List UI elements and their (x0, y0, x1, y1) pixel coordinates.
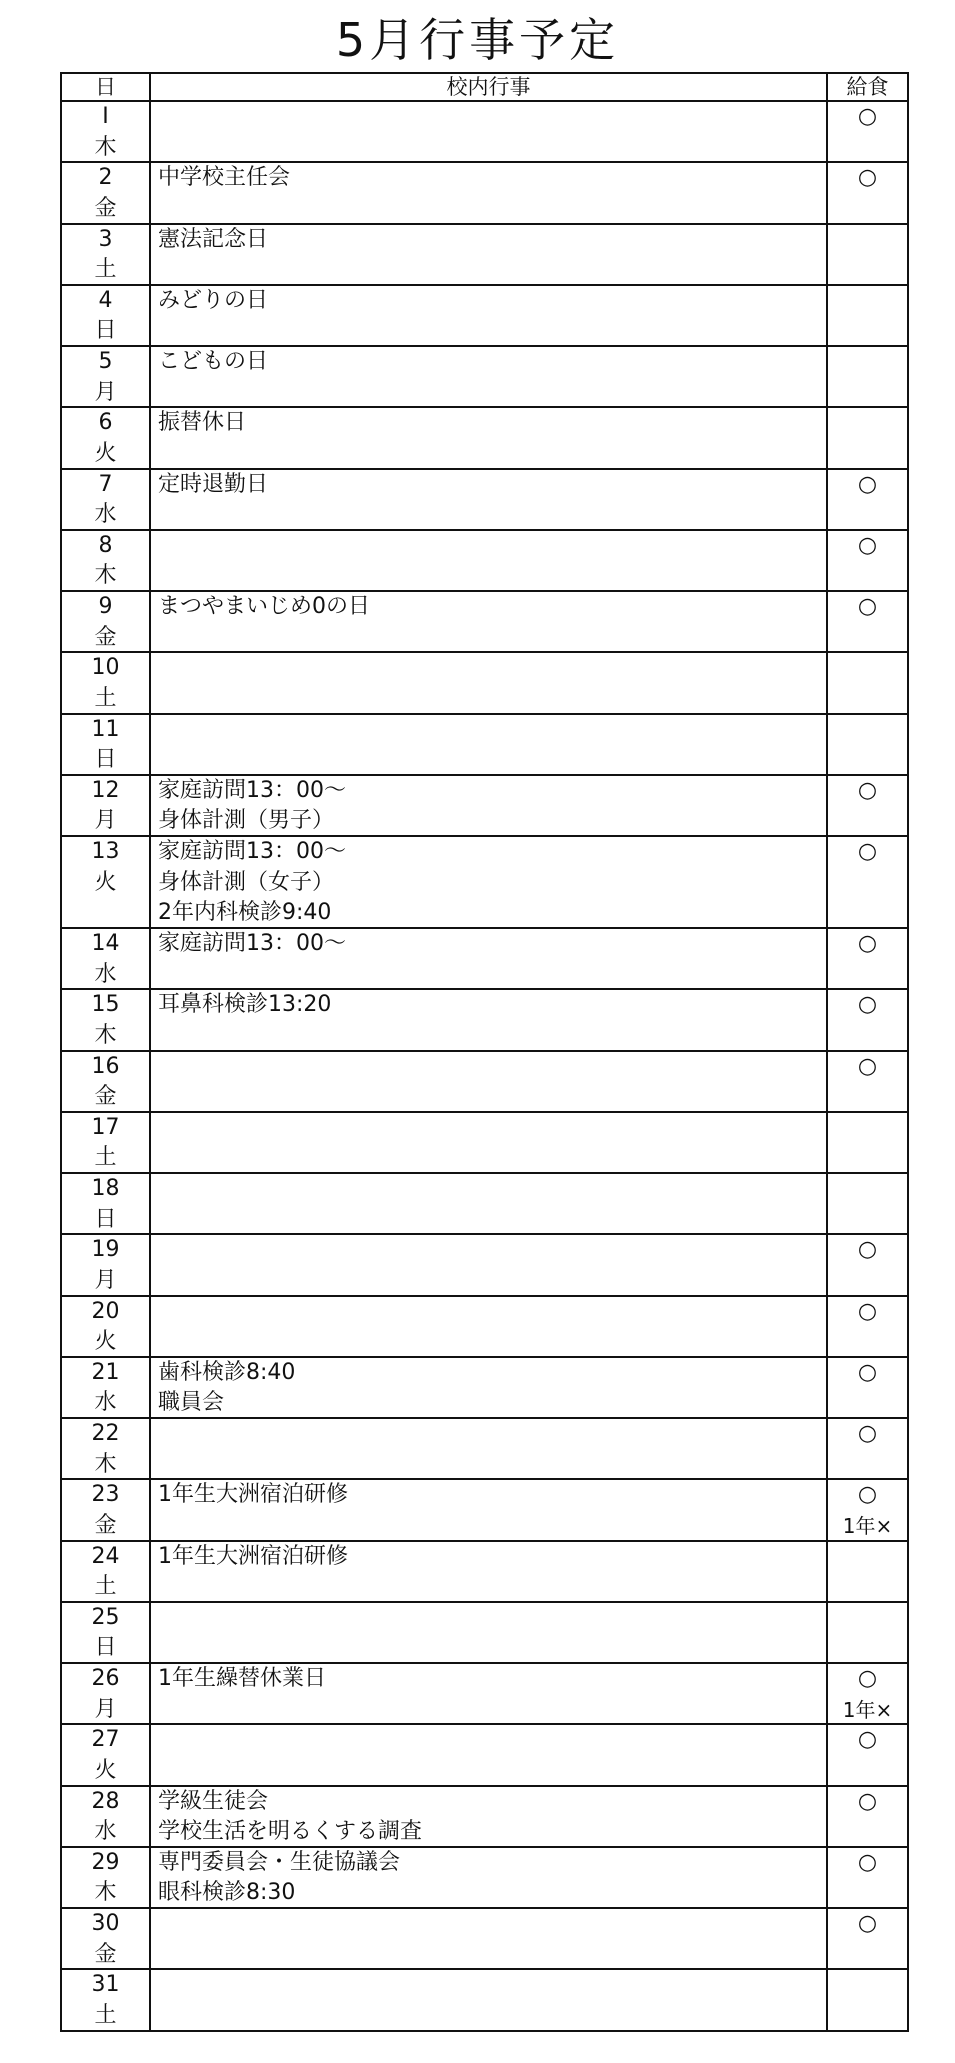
date-number: 8 (98, 532, 113, 558)
date-number: 4 (98, 287, 113, 313)
day-cell (62, 1113, 151, 1172)
day-cell (62, 286, 151, 345)
date-number: 13 (91, 839, 120, 864)
day-cell (62, 1480, 151, 1539)
table-row (60, 653, 909, 714)
weekday-label: 水 (94, 1819, 117, 1844)
weekday-label: 木 (94, 134, 117, 160)
events-cell (151, 163, 828, 222)
table-row (60, 1603, 909, 1664)
weekday-label: 土 (94, 257, 117, 282)
event-item: 耳鼻科検診13:20 (158, 992, 332, 1018)
lunch-cell (828, 1848, 907, 1907)
event-item: 家庭訪問13：00～ (158, 777, 346, 803)
events-cell (151, 776, 828, 835)
table-row (60, 1725, 909, 1786)
event-item: 専門委員会・生徒協議会 (158, 1849, 401, 1875)
table-row (60, 1787, 909, 1848)
table-row (60, 1848, 909, 1909)
events-cell (151, 1787, 828, 1846)
day-cell (62, 653, 151, 712)
day-cell (62, 990, 151, 1049)
lunch-cell (828, 1480, 907, 1539)
day-cell (62, 1419, 151, 1478)
weekday-label: 月 (94, 808, 117, 834)
lunch-mark: ○ (857, 532, 878, 558)
lunch-cell (828, 653, 907, 712)
date-number: 3 (98, 226, 113, 252)
event-item: 学級生徒会 (158, 1788, 269, 1814)
weekday-label: 水 (94, 961, 117, 987)
events-cell (151, 347, 828, 406)
weekday-label: 日 (94, 1206, 117, 1232)
day-cell (62, 1909, 151, 1968)
events-cell (151, 1358, 828, 1417)
day-cell (62, 1174, 151, 1233)
weekday-label: 火 (94, 440, 117, 466)
table-row (60, 1052, 909, 1113)
event-item: 学校生活を明るくする調査 (158, 1819, 423, 1844)
event-item: まつやまいじめ0の日 (158, 594, 370, 619)
lunch-cell (828, 1052, 907, 1111)
events-cell (151, 1909, 828, 1968)
event-item: 振替休日 (158, 410, 247, 436)
day-cell (62, 1052, 151, 1111)
events-cell (151, 531, 828, 590)
day-cell (62, 163, 151, 222)
lunch-mark: ○ (857, 1237, 878, 1263)
lunch-cell (828, 1970, 907, 2030)
table-row (60, 1664, 909, 1725)
table-row (60, 286, 909, 347)
date-number: 29 (91, 1849, 120, 1875)
day-cell (62, 776, 151, 835)
weekday-label: 木 (94, 1451, 117, 1477)
date-number: 11 (91, 716, 120, 742)
table-row (60, 1909, 909, 1970)
lunch-mark: ○ (857, 1482, 878, 1508)
table-row (60, 1297, 909, 1358)
lunch-cell (828, 531, 907, 590)
events-cell (151, 1235, 828, 1294)
events-cell (151, 1297, 828, 1356)
events-cell (151, 1664, 828, 1723)
events-cell (151, 1603, 828, 1662)
weekday-label: 月 (94, 379, 117, 405)
day-cell (62, 1787, 151, 1846)
weekday-label: 日 (94, 1635, 117, 1661)
day-cell (62, 1603, 151, 1662)
event-item: 家庭訪問13：00～ (158, 839, 346, 864)
date-number: 20 (91, 1298, 120, 1324)
event-item: 憲法記念日 (158, 226, 269, 252)
lunch-mark: ○ (857, 471, 878, 497)
lunch-cell (828, 592, 907, 651)
event-item: 1年生大洲宿泊研修 (158, 1482, 348, 1508)
weekday-label: 火 (94, 869, 117, 895)
events-cell (151, 1174, 828, 1233)
lunch-cell (828, 1664, 907, 1723)
day-cell (62, 347, 151, 406)
weekday-label: 月 (94, 1696, 117, 1722)
lunch-mark: ○ (857, 1727, 878, 1753)
weekday-label: 金 (94, 1512, 117, 1538)
date-number: 9 (98, 594, 113, 619)
day-cell (62, 102, 151, 161)
date-number: 28 (91, 1788, 120, 1814)
lunch-mark: ○ (857, 1359, 878, 1385)
day-cell (62, 1358, 151, 1417)
date-number: 14 (91, 931, 120, 956)
events-cell (151, 1052, 828, 1111)
lunch-note: 1年× (842, 1697, 893, 1722)
table-row (60, 592, 909, 653)
lunch-mark: ○ (857, 839, 878, 864)
weekday-label: 火 (94, 1757, 117, 1783)
events-cell (151, 286, 828, 345)
lunch-cell (828, 1725, 907, 1784)
date-number: 2 (98, 165, 113, 191)
lunch-cell (828, 715, 907, 774)
table-row (60, 163, 909, 224)
lunch-cell (828, 1787, 907, 1846)
date-number: 23 (91, 1482, 120, 1508)
header-lunch: 給食 (846, 75, 889, 99)
date-number: 21 (91, 1359, 120, 1385)
lunch-mark: ○ (857, 1849, 878, 1875)
weekday-label: 日 (94, 747, 117, 772)
table-row (60, 1419, 909, 1480)
weekday-label: 土 (94, 1574, 117, 1599)
event-item: 眼科検診8:30 (158, 1880, 296, 1906)
table-row (60, 1174, 909, 1235)
lunch-mark: ○ (857, 1053, 878, 1079)
date-number: 6 (98, 410, 113, 436)
weekday-label: 日 (94, 318, 117, 344)
lunch-cell (828, 286, 907, 345)
table-row (60, 776, 909, 837)
event-item: 身体計測（女子） (158, 869, 335, 895)
event-item: こどもの日 (158, 349, 269, 374)
lunch-mark: ○ (857, 777, 878, 803)
table-row (60, 1480, 909, 1541)
lunch-cell (828, 929, 907, 988)
day-cell (62, 1848, 151, 1907)
table-row (60, 1970, 909, 2032)
table-row (60, 470, 909, 531)
events-cell (151, 102, 828, 161)
day-cell (62, 1664, 151, 1723)
weekday-label: 木 (94, 1880, 117, 1906)
event-item: 中学校主任会 (158, 165, 291, 191)
lunch-note: 1年× (842, 1513, 893, 1538)
lunch-cell (828, 1297, 907, 1356)
events-cell (151, 1480, 828, 1539)
day-cell (62, 225, 151, 284)
header-day: 日 (62, 74, 151, 100)
date-number: 27 (91, 1727, 120, 1753)
weekday-label: 土 (94, 1145, 117, 1171)
date-number: 26 (91, 1666, 120, 1691)
weekday-label: 土 (94, 685, 117, 711)
day-cell (62, 531, 151, 590)
weekday-label: 火 (94, 1329, 117, 1354)
events-cell (151, 837, 828, 927)
events-cell (151, 715, 828, 774)
date-number: 24 (91, 1543, 120, 1569)
table-header (60, 72, 909, 102)
day-cell (62, 1235, 151, 1294)
event-item: みどりの日 (158, 287, 269, 313)
lunch-cell (828, 1542, 907, 1601)
table-row (60, 1358, 909, 1419)
table-row (60, 1113, 909, 1174)
events-cell (151, 990, 828, 1049)
events-cell (151, 470, 828, 529)
lunch-cell (828, 1603, 907, 1662)
table-row (60, 715, 909, 776)
events-cell (151, 408, 828, 467)
date-number: 17 (91, 1114, 120, 1140)
day-cell (62, 1725, 151, 1784)
event-item: 1年生大洲宿泊研修 (158, 1543, 348, 1569)
events-cell (151, 225, 828, 284)
date-number: 25 (91, 1604, 120, 1630)
day-cell (62, 1970, 151, 2030)
date-number: 7 (98, 471, 113, 497)
weekday-label: 金 (94, 1941, 117, 1967)
lunch-mark: ○ (857, 1666, 878, 1691)
date-number: 31 (91, 1972, 120, 1998)
event-item: 2年内科検診9:40 (158, 900, 332, 925)
date-number: 5 (98, 349, 113, 374)
weekday-label: 土 (94, 2002, 117, 2028)
lunch-cell (828, 1174, 907, 1233)
events-cell (151, 929, 828, 988)
table-row (60, 347, 909, 408)
lunch-mark: ○ (857, 1788, 878, 1814)
lunch-cell (828, 1235, 907, 1294)
lunch-cell (828, 1113, 907, 1172)
events-cell (151, 1725, 828, 1784)
lunch-mark: ○ (857, 594, 878, 619)
events-cell (151, 653, 828, 712)
lunch-mark: ○ (857, 931, 878, 956)
weekday-label: 金 (94, 195, 117, 221)
table-row (60, 408, 909, 469)
lunch-cell (828, 225, 907, 284)
events-cell (151, 1542, 828, 1601)
day-cell (62, 837, 151, 927)
day-cell (62, 470, 151, 529)
lunch-cell (828, 1358, 907, 1417)
lunch-mark: ○ (857, 1911, 878, 1936)
day-cell (62, 1297, 151, 1356)
lunch-mark: ○ (857, 992, 878, 1018)
day-cell (62, 1542, 151, 1601)
day-cell (62, 592, 151, 651)
date-number: 18 (91, 1176, 120, 1201)
schedule-table (60, 72, 909, 2032)
events-cell (151, 1970, 828, 2030)
weekday-label: 水 (94, 1390, 117, 1416)
lunch-mark: ○ (857, 1421, 878, 1446)
event-item: 家庭訪問13：00～ (158, 931, 346, 956)
event-item: 身体計測（男子） (158, 808, 335, 834)
lunch-cell (828, 776, 907, 835)
date-number: 15 (91, 992, 120, 1018)
lunch-mark: ○ (857, 1298, 878, 1324)
header-events: 校内行事 (151, 74, 828, 100)
events-cell (151, 1848, 828, 1907)
lunch-cell (828, 408, 907, 467)
table-row (60, 1235, 909, 1296)
weekday-label: 金 (94, 1084, 117, 1109)
event-item: 歯科検診8:40 (158, 1359, 296, 1385)
weekday-label: 金 (94, 624, 117, 650)
table-row (60, 531, 909, 592)
weekday-label: 水 (94, 502, 117, 527)
lunch-mark: ○ (857, 104, 878, 129)
weekday-label: 月 (94, 1267, 117, 1293)
date-number: 19 (91, 1237, 120, 1263)
table-row (60, 837, 909, 929)
lunch-cell (828, 163, 907, 222)
date-number: Ⅰ (102, 104, 109, 129)
date-number: 10 (91, 655, 120, 681)
lunch-cell (828, 990, 907, 1049)
day-cell (62, 929, 151, 988)
lunch-cell (828, 347, 907, 406)
table-row (60, 929, 909, 990)
lunch-cell (828, 470, 907, 529)
day-cell (62, 715, 151, 774)
events-cell (151, 1113, 828, 1172)
day-cell (62, 408, 151, 467)
lunch-cell (828, 1909, 907, 1968)
table-row (60, 1542, 909, 1603)
lunch-cell (828, 1419, 907, 1478)
table-row (60, 225, 909, 286)
page-title: 5月行事予定 (335, 13, 620, 67)
weekday-label: 木 (94, 563, 117, 589)
table-body (60, 102, 909, 2032)
date-number: 30 (91, 1911, 120, 1936)
lunch-cell (828, 837, 907, 927)
events-cell (151, 1419, 828, 1478)
date-number: 16 (91, 1053, 120, 1079)
event-item: 職員会 (158, 1390, 225, 1416)
events-cell (151, 592, 828, 651)
lunch-mark: ○ (857, 165, 878, 191)
date-number: 22 (91, 1421, 120, 1446)
lunch-cell (828, 102, 907, 161)
event-item: 1年生繰替休業日 (158, 1666, 326, 1691)
date-number: 12 (91, 777, 120, 803)
weekday-label: 木 (94, 1022, 117, 1048)
table-row (60, 102, 909, 163)
event-item: 定時退勤日 (158, 471, 269, 497)
table-row (60, 990, 909, 1051)
